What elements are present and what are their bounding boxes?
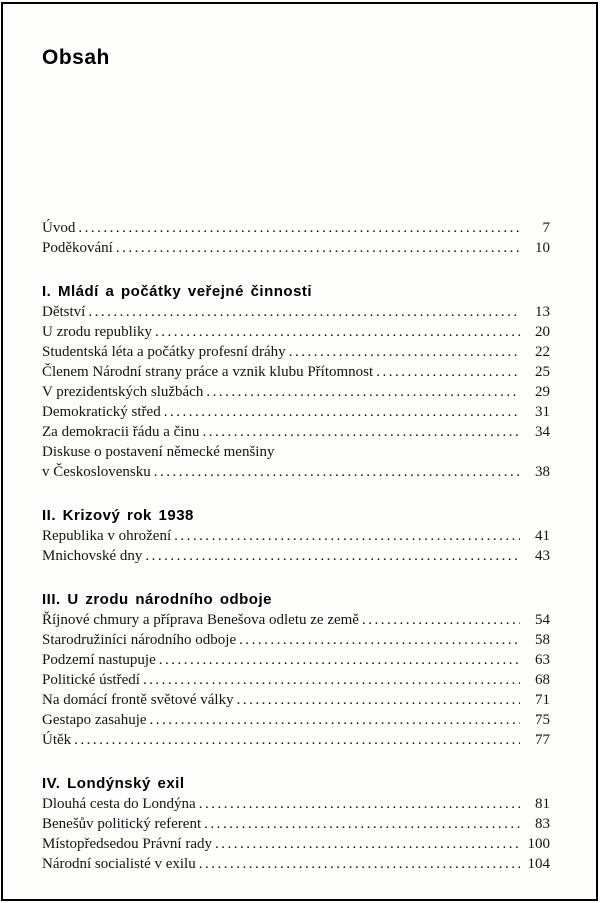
toc-entry-page: 100	[527, 836, 550, 852]
toc-entry-page: 71	[535, 692, 550, 708]
dot-leader	[362, 610, 520, 630]
dot-leader	[202, 422, 520, 442]
dot-leader	[78, 218, 520, 238]
toc-entry-line2	[42, 462, 550, 482]
toc-entry-page: 77	[535, 732, 550, 748]
toc-entry-line1	[42, 442, 550, 462]
toc-entry	[42, 650, 550, 670]
toc-entry	[42, 382, 550, 402]
toc-entry	[42, 302, 550, 322]
toc-entry	[42, 342, 550, 362]
toc-entry-label: V prezidentských službách	[42, 384, 204, 400]
toc-entry-label: Říjnové chmury a příprava Benešova odletu ze země	[42, 612, 359, 628]
toc-entry-label: Studentská léta a počátky profesní dráhy	[42, 344, 286, 360]
toc-entry-page: 58	[535, 632, 550, 648]
toc-entry	[42, 710, 550, 730]
toc-entry-label: Poděkování	[42, 240, 113, 256]
toc-entry	[42, 238, 550, 258]
toc-entry	[42, 630, 550, 650]
dot-leader	[174, 526, 520, 546]
toc-entry-label: Politické ústředí	[42, 672, 140, 688]
dot-leader	[199, 794, 520, 814]
toc-entry-page: 81	[535, 796, 550, 812]
dot-leader	[206, 382, 520, 402]
dot-leader	[164, 402, 520, 422]
toc-entry-label: Úvod	[42, 220, 76, 236]
toc-section-heading: III. U zrodu národního odboje	[42, 591, 272, 608]
table-of-contents	[42, 218, 550, 874]
toc-entry-label: Starodružiníci národního odboje	[42, 632, 237, 648]
toc-entry-page: 22	[535, 344, 550, 360]
toc-entry	[42, 362, 550, 382]
dot-leader	[74, 730, 520, 750]
toc-entry	[42, 322, 550, 342]
dot-leader	[376, 362, 520, 382]
toc-entry-label: Členem Národní strany práce a vznik klubu Přítomnost	[42, 364, 374, 380]
page-title: Obsah	[42, 46, 110, 69]
dot-leader	[199, 854, 520, 874]
toc-entry	[42, 402, 550, 422]
toc-entry	[42, 670, 550, 690]
toc-entry-page: 41	[535, 528, 550, 544]
dot-leader	[204, 814, 520, 834]
toc-entry	[42, 794, 550, 814]
toc-entry-label: Diskuse o postavení německé menšiny	[42, 444, 275, 460]
toc-entry-page: 31	[535, 404, 550, 420]
dot-leader	[145, 546, 520, 566]
dot-leader	[155, 322, 520, 342]
toc-entry-label: Gestapo zasahuje	[42, 712, 147, 728]
dot-leader	[237, 690, 520, 710]
toc-entry-page: 13	[535, 304, 550, 320]
dot-leader	[159, 650, 520, 670]
toc-entry-page: 75	[535, 712, 550, 728]
toc-entry-page: 10	[535, 240, 550, 256]
dot-leader	[154, 462, 520, 482]
toc-entry-label: U zrodu republiky	[42, 324, 152, 340]
toc-entry-label: Benešův politický referent	[42, 816, 202, 832]
toc-entry	[42, 218, 550, 238]
toc-entry-label: Podzemí nastupuje	[42, 652, 156, 668]
toc-entry-page: 43	[535, 548, 550, 564]
toc-entry-page: 83	[535, 816, 550, 832]
toc-entry-page: 104	[527, 856, 550, 872]
toc-entry-page: 29	[535, 384, 550, 400]
toc-entry-page: 7	[542, 220, 550, 236]
toc-entry	[42, 422, 550, 442]
toc-entry-label: Dlouhá cesta do Londýna	[42, 796, 196, 812]
toc-entry-page: 34	[535, 424, 550, 440]
dot-leader	[215, 834, 520, 854]
toc-entry-label: Demokratický střed	[42, 404, 161, 420]
dot-leader	[116, 238, 520, 258]
dot-leader	[143, 670, 520, 690]
toc-entry	[42, 730, 550, 750]
toc-entry-page: 54	[535, 612, 550, 628]
toc-entry	[42, 546, 550, 566]
toc-section-heading: II. Krizový rok 1938	[42, 507, 194, 524]
toc-entry-page: 38	[535, 464, 550, 480]
toc-entry-label-continuation: v Československu	[42, 464, 151, 480]
toc-entry-label: Za demokracii řádu a činu	[42, 424, 200, 440]
toc-entry-page: 25	[535, 364, 550, 380]
toc-entry	[42, 814, 550, 834]
toc-entry-label: Národní socialisté v exilu	[42, 856, 196, 872]
toc-entry-page: 63	[535, 652, 550, 668]
toc-entry	[42, 610, 550, 630]
toc-entry-label: Místopředsedou Právní rady	[42, 836, 212, 852]
dot-leader	[88, 302, 520, 322]
toc-entry-label: Republika v ohrožení	[42, 528, 172, 544]
toc-entry-label: Útěk	[42, 732, 72, 748]
toc-entry-label: Mnichovské dny	[42, 548, 143, 564]
dot-leader	[289, 342, 520, 362]
toc-entry-label: Na domácí frontě světové války	[42, 692, 234, 708]
toc-entry	[42, 690, 550, 710]
page	[42, 0, 550, 874]
toc-entry	[42, 526, 550, 546]
toc-entry	[42, 834, 550, 854]
toc-section-heading: I. Mládí a počátky veřejné činnosti	[42, 283, 313, 300]
dot-leader	[150, 710, 520, 730]
toc-entry-page: 20	[535, 324, 550, 340]
toc-entry-page: 68	[535, 672, 550, 688]
toc-section-heading: IV. Londýnský exil	[42, 775, 185, 792]
dot-leader	[239, 630, 520, 650]
toc-entry	[42, 854, 550, 874]
toc-entry-label: Dětství	[42, 304, 86, 320]
